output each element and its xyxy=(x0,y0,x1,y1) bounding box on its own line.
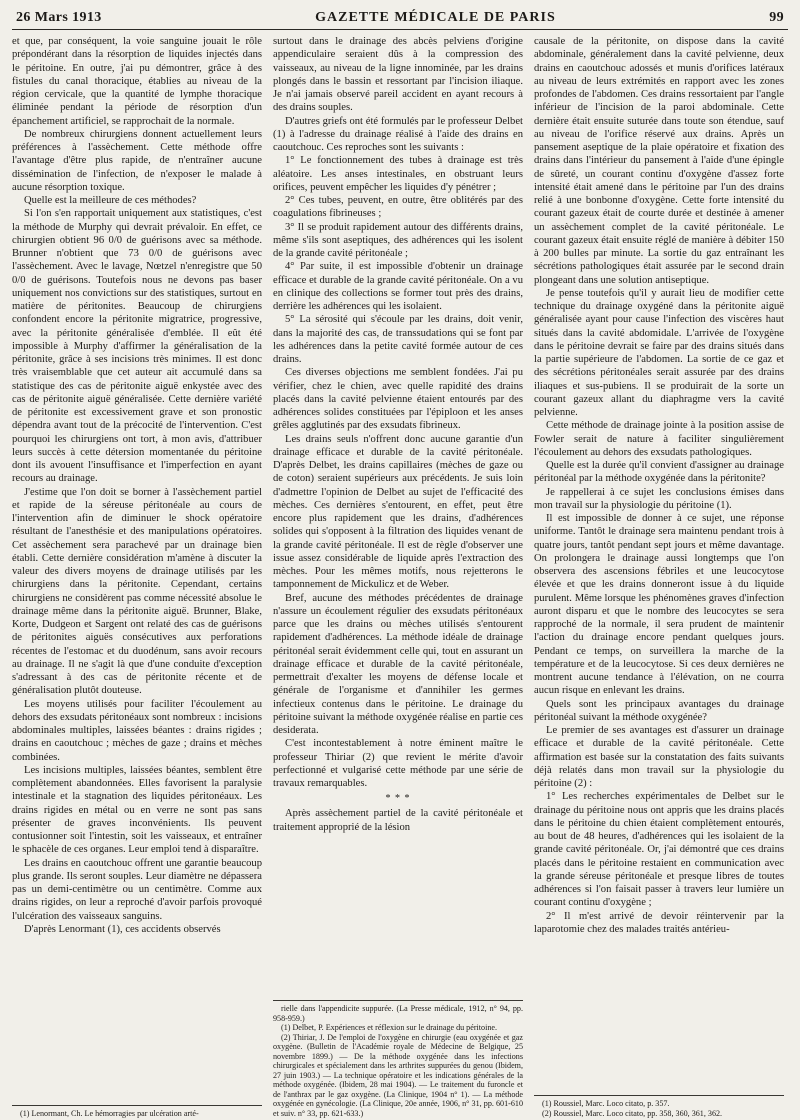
paragraph: 5° La sérosité qui s'écoule par les drains, doit venir, dans la majorité des cas, de transsudations qui se font par les adhérences dans la petite cavité formée autour de ces drains. xyxy=(273,314,523,365)
page-number: 99 xyxy=(769,10,784,25)
paragraph: 4° Par suite, il est impossible d'obtenir un drainage efficace et durable de la grande cavité péritonéale. On a vu en clinique des collections se former tout près des drains, derrière les adhérences qui les isolaient. xyxy=(273,261,523,312)
footnote: (2) Thiriar, J. De l'emploi de l'oxygène en chirurgie (eau oxygénée et gaz oxygène. (Bulletin de l'Académie royale de Médecine de Belgique, 25 novembre 1899.) — De la méthode oxygénée dans les infections chirurgicales et spécialement dans les arthrites suppurées du genou (Ibidem, 27 juin 1903.) — La technique opératoire et les indications générales de la méthode oxygénée. (Ibidem, 28 mai 1904). — Le traitement du furoncle et de l'anthrax par le gaz oxygène. (La Clinique, 1904 n° 1). — La méthode oxygénée en gynécologie. (La Clinique, 20e année, 1906, n° 31, pp. 601-610 et suiv. n° 33, pp. 621-633.) xyxy=(273,1032,523,1118)
paragraph: Bref, aucune des méthodes précédentes de drainage n'assure un écoulement régulier des exsudats péritonéaux parce que les drains ou mèches utilisés s'entourent rapidement d'adhérences. La méthode idéale de drainage péritonéal serait évidemment celle qui, tout en assurant un drainage efficace et durable de la cavité péritonéale, permettrait d'exalter les moyens de défense locale et générale de l'organisme et d'annihiler les germes infectieux contenus dans le péritoine. Le drainage du péritoine suivant la méthode oxygénée réalise en partie ces desiderata. xyxy=(273,592,523,736)
footnote: (2) Roussiel, Marc. Loco citato, pp. 358, 360, 361, 362. xyxy=(542,1108,723,1118)
paragraph: surtout dans le drainage des abcès pelviens d'origine appendiculaire seraient dûs à la compression des vaisseaux, au niveau de la ligne innominée, par les drains plongés dans le bassin et ressortant par l'incision iliaque. Je n'ai jamais observé pareil accident en ayant recours à des drains souples. xyxy=(273,36,523,114)
paragraph: Je pense toutefois qu'il y aurait lieu de modifier cette technique du drainage oxygéné dans la péritonite aiguë généralisée ayant pour cause l'infection des viscères haut situés dans la cavité abdomidale. L'arrivée de l'oxygène dans le péritoine devrait se faire par des drains situés dans la partie supérieure de l'abdomen. La sortie de ce gaz et des sécrétions péritonéales serait assurée par des drains iliaques et sus-pubiens. Il se produirait de la sorte un courant gazeux allant du diaphragme vers la cavité pelvienne. xyxy=(534,287,784,418)
column-3 xyxy=(534,35,784,1120)
paragraph: Il est impossible de donner à ce sujet, une réponse uniforme. Tantôt le drainage sera maintenu pendant trois à quatre jours, tantôt pendant sept jours et même davantage. On prolongera le drainage aussi longtemps que l'on observera des ascensions fébriles et une leucocytose élevée et que les drains donneront issue à du liquide purulent. Même lorsque les phénomènes graves d'infection auront disparu et que le nombre des leucocytes se sera rapproché de la normale, il sera prudent de maintenir l'action du drainage encore pendant quelques jours. Pendant ce temps, on surveillera la marche de la température et de la leucocytose. Si ces deux dernières ne montrent aucune tendance à l'élévation, on ne courra aucun risque en enlevant les drains. xyxy=(534,513,784,697)
paragraph: 2° Ces tubes, peuvent, en outre, être oblitérés par des coagulations fibrineuses ; xyxy=(273,195,523,220)
paragraph: 2° Il m'est arrivé de devoir réintervenir par la laparotomie chez des malades traités antérieu- xyxy=(534,910,784,935)
paragraph: 3° Il se produit rapidement autour des différents drains, même s'ils sont aseptiques, des adhérences qui les isolent de la grande cavité péritonéale ; xyxy=(273,221,523,259)
footnote: (1) Roussiel, Marc. Loco citato, p. 357. xyxy=(542,1099,670,1108)
paragraph: Les incisions multiples, laissées béantes, semblent être complètement abandonnées. Elles favorisent la paralysie intestinale et la stagnation des liquides péritonéaux. Les drains rigides en métal ou en verre ne sont pas sans présenter de graves inconvénients. Ils peuvent contusionner soit l'intestin, soit les vaisseaux, et entraîner le sphacèle de ces organes. Leur emploi tend à disparaître. xyxy=(12,764,262,856)
section-divider-stars: * * * xyxy=(385,793,411,805)
footnote: rielle dans l'appendicite suppurée. (La Presse médicale, 1912, n° 94, pp. 958-959.) xyxy=(273,1004,523,1023)
column-1 xyxy=(12,35,262,1120)
paragraph: Le premier de ses avantages est d'assurer un drainage efficace et durable de la cavité péritonéale. Cette affirmation est basée sur la constatation des faits suivants déjà relatés dans mon travail sur la physiologie du péritoine (2) : xyxy=(534,725,784,789)
paragraph: Ces diverses objections me semblent fondées. J'ai pu vérifier, chez le chien, avec quelle rapidité des drains placés dans la cavité pelvienne étaient entourés par des adhérences solides constituées par l'épiploon et les anses grêles agglutinés par des exsudats fibrineux. xyxy=(273,367,523,432)
text-columns xyxy=(12,35,788,1120)
paragraph: causale de la péritonite, on dispose dans la cavité abdominale, généralement dans la cavité pelvienne, deux drains en caoutchouc adossés et munis d'orifices latéraux au niveau de leurs extrémités en rapport avec les zones profondes de l'abdomen. Ces drains ressortaient par l'angle inférieur de l'incision de la paroi abdominale. Cette dernière était ensuite suturée dans toute son étendue, sauf au niveau de l'orifice réservé aux drains. Après un pansement aseptique de la plaie opératoire et fixation des drains dans l'intérieur du pansement à l'aide d'une épingle de sûreté, un courant continu d'oxygène d'assez forte intensité était amené dans le péritoine par l'un des drains relié à une bonbonne d'oxygène. Cette forte intensité du courant gazeux était de courte durée et destinée à amener un assèchement complet de la cavité péritonéale. Le courant gazeux était ensuite réglé de manière à débiter 150 à 200 bulles par minute. La sortie du gaz entraînant les sécrétions pathologiques était assurée par le second drain plongeant dans une solution antiseptique. xyxy=(534,36,784,286)
paragraph: Je rappellerai à ce sujet les conclusions émises dans mon travail sur la physiologie du péritoine (1). xyxy=(534,486,784,511)
column-3-footnotes xyxy=(534,1095,784,1118)
journal-title: GAZETTE MÉDICALE DE PARIS xyxy=(315,10,556,25)
paragraph: Quelle est la durée qu'il convient d'assigner au drainage péritonéal par la méthode oxygénée dans la péritonite? xyxy=(534,460,784,485)
footnote: (1) Delbet, P. Expériences et réflexion sur le drainage du péritoine. xyxy=(281,1023,497,1032)
paragraph: Cette méthode de drainage jointe à la position assise de Fowler serait de nature à faciliter singulièrement l'écoulement au dehors des exsudats pathologiques. xyxy=(534,420,784,458)
paragraph: Quels sont les principaux avantages du drainage péritonéal suivant la méthode oxygénée? xyxy=(534,698,784,723)
paragraph: De nombreux chirurgiens donnent actuellement leurs préférences à l'assèchement. Cette méthode offre l'avantage d'être plus rapide, de n'entraîner aucune dissémination de l'infection, de n'exposer le malade à aucune résorption toxique. xyxy=(12,128,262,193)
paragraph: Les moyens utilisés pour faciliter l'écoulement au dehors des exsudats péritonéaux sont nombreux : incisions abdominales multiples, laissées béantes : drains rigides ; drains en caoutchouc ; mèches de gaze ; drains et mèches combinées. xyxy=(12,698,262,763)
column-2 xyxy=(273,35,523,1120)
column-1-footnotes xyxy=(12,1105,262,1119)
paragraph: 1° Le fonctionnement des tubes à drainage est très aléatoire. Les anses intestinales, en obstruant leurs orifices, peuvent empêcher les liquides d'y pénétrer ; xyxy=(273,155,523,193)
paragraph: Les drains seuls n'offrent donc aucune garantie d'un drainage efficace et durable de la cavité péritonéale. D'après Delbet, les drains capillaires (mèches de gaze ou de coton) seraient supérieurs aux précédents. Je suis loin d'admettre l'opinion de Delbet au sujet de l'efficacité des mèches. Ces dernières s'entourent, en effet, peut être encore plus rapidement que les drains, d'adhérences solides qui s'opposent à la filtration des liquides venant de la grande cavité péritonéale. Il est de règle d'observer une issue assez considérable de liquide après l'extraction des mèches. Pour les mêmes motifs, nous rejetterons le tamponnement de Mickulicz et de Weber. xyxy=(273,433,523,591)
paragraph: Après assèchement partiel de la cavité péritonéale et traitement approprié de la lésion xyxy=(273,808,523,833)
paragraph: et que, par conséquent, la voie sanguine jouait le rôle prépondérant dans la résorption de liquides injectés dans le péritoine. En outre, j'ai pu démontrer, grâce à des fistules du canal thoracique, établies au niveau de la région cervicale, que la quantité de lymphe thoracique éliminée pendant la période de résorption d'un épanchement artificiel, se rapprochait de la normale. xyxy=(12,36,262,127)
paragraph: D'après Lenormant (1), ces accidents observés xyxy=(24,923,221,935)
paragraph: Les drains en caoutchouc offrent une garantie beaucoup plus grande. Ils seront souples. Leur diamètre ne dépassera pas un demi-centimètre ou un centimètre. Comme aux drains rigides, on leur a reproché d'avoir parfois provoqué l'ulcération des vaisseaux sanguins. xyxy=(12,857,262,922)
paragraph: 1° Les recherches expérimentales de Delbet sur le drainage du péritoine nous ont appris que les drains placés dans le péritoine du chien étaient complètement entourés, au bout de 48 heures, d'adhérences qui les isolaient de la grande cavité péritonéale. Or, j'ai démontré que ces drains placés dans le péritoine restaient en communication avec la grande séreuse péritonéale et presque libres de toutes adhérences si l'on faisait passer à travers leur lumière un courant continu d'oxygène ; xyxy=(534,791,784,909)
paragraph: Quelle est la meilleure de ces méthodes? xyxy=(24,195,197,206)
column-2-body xyxy=(273,35,523,834)
column-2-footnotes xyxy=(273,1000,523,1118)
column-1-body xyxy=(12,35,262,936)
paragraph: D'autres griefs ont été formulés par le professeur Delbet (1) à l'adresse du drainage réalisé à l'aide des drains en caoutchouc. Ces reproches sont les suivants : xyxy=(273,115,523,153)
page-header xyxy=(12,10,788,30)
paragraph: Si l'on s'en rapportait uniquement aux statistiques, c'est la méthode de Murphy qui devrait prévaloir. En effet, ce chirurgien obtient 96 0/0 de guérisons avec sa méthode. Brunner n'obtient que 73 0/0 de guérisons avec l'assèchement. Avec le lavage, Nœtzel n'enregistre que 50 0/0 de guérisons. Toutefois nous ne devons pas baser uniquement nos convictions sur des statistiques, surtout en matière de péritonites. Beaucoup de chirurgiens confondent encore la péritonite migratrice, progressive, avec la péritonite généralisée d'emblée. Il eût été impossible à Murphy d'affirmer la généralisation de la péritonite, grâce à ses incisions très minimes. Il est donc très vraisemblable que cet auteur ait accumulé dans sa statistique des cas de péritonite aiguë enkystée avec des cas de péritonite aiguë généralisée. Cette dernière variété de péritonite est excessivement grave et son pronostic dépendra avant tout de la précocité de l'intervention. C'est pourquoi les chirurgiens ont tort, à mon avis, d'attribuer leurs succès à cette détersion momentanée du péritoine dont ils avouent l'insuffisance et l'imperfection en ayant recours au drainage. xyxy=(12,208,262,485)
paragraph: J'estime que l'on doit se borner à l'assèchement partiel et rapide de la séreuse péritonéale au cours de l'intervention afin de diminuer le shock opératoire résultant de l'anesthésie et des manipulations opératoires. Cet assèchement sera parachevé par un drainage bien établi. Cette dernière considération m'amène à discuter la valeur des divers moyens de drainage utilisés par les chirurgiens dans la péritonite. Cependant, certains chirurgiens ne considèrent pas comme nécessité absolue le drainage même dans la péritonite aiguë. Brunner, Blake, Korte, Dudgeon et Sargent ont relaté des cas de guérisons de péritonites aiguës consécutives aux perforations récentes de l'estomac et du duodénum, sans avoir recours au drainage. Il ne s'agit là que d'une conduite d'exception s'adressant à des cas de péritonite récente et de généralisation plutôt douteuse. xyxy=(12,486,262,697)
paragraph: C'est incontestablement à notre éminent maître le professeur Thiriar (2) que revient le mérite d'avoir perfectionné et vulgarisé cette méthode par une série de travaux remarquables. xyxy=(273,738,523,789)
issue-date: 26 Mars 1913 xyxy=(16,10,102,25)
column-3-body xyxy=(534,35,784,936)
footnote: (1) Lenormant, Ch. Le hémorragies par ulcération arté- xyxy=(20,1108,199,1118)
